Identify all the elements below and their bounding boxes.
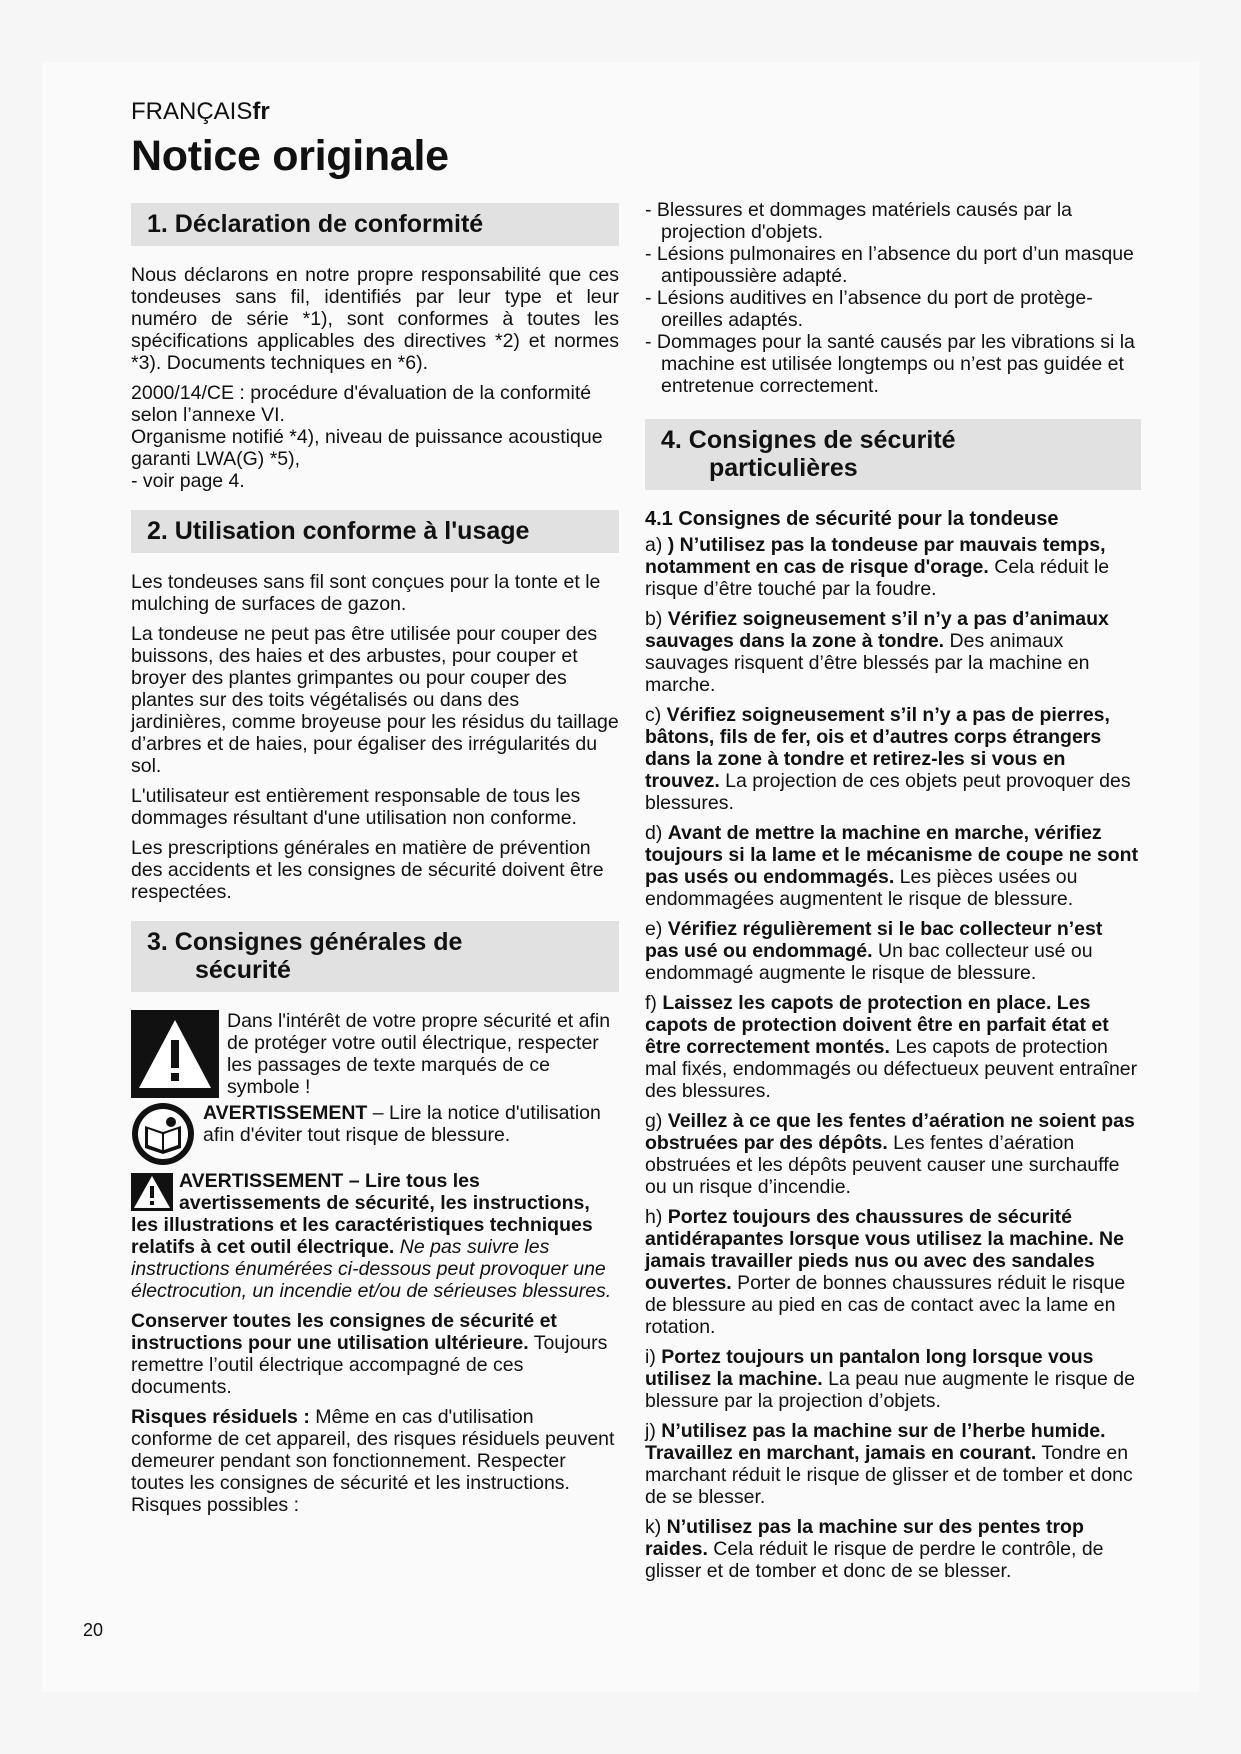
subsection-4-1-heading: 4.1 Consignes de sécurité pour la tondeuse (645, 508, 1059, 530)
safety-item-k: k) N’utilisez pas la machine sur des pentes trop raides. Cela réduit le risque de perdre le contrôle, de glisser et de tomber et donc de se blesser. (645, 1516, 1104, 1582)
small-warning-icon (131, 1173, 173, 1211)
right-column (645, 199, 1141, 1590)
s1-directive: 2000/14/CE : procédure d'évaluation de la conformité selon l’annexe VI. Organisme notifié *4), niveau de puissance acoustique garanti LWA(G) *5), - voir page 4. (131, 382, 603, 492)
safety-item-f: f) Laissez les capots de protection en place. Les capots de protection doivent être en parfait état et être correctement montés. Les capots de protection mal fixés, endommagés ou défectueux peuvent entraîner des blessures. (645, 992, 1138, 1102)
warning-all-instructions: AVERTISSEMENT – Lire tous les avertissements de sécurité, les instructions, les illustrations et les caractéristiques techniques relatifs à cet outil électrique. Ne pas suivre les instructions énumérées ci-dessous peut provoquer une électrocution, un incendie et/ou de sérieuses blessures. (131, 1170, 612, 1302)
safety-item-j: j) N’utilisez pas la machine sur de l’herbe humide. Travaillez en marchant, jamais en courant. Tondre en marchant réduit le risque de glisser et de tomber et donc de se blesser. (645, 1420, 1133, 1508)
warning-triangle-icon (131, 1010, 219, 1098)
read-manual-block: AVERTISSEMENT – Lire la notice d'utilisation afin d'éviter tout risque de blessure. (131, 1102, 619, 1166)
page-title: Notice originale (131, 132, 449, 180)
keep-instructions: Conserver toutes les consignes de sécurité et instructions pour une utilisation ultérieure. Toujours remettre l’outil électrique accompagné de ces documents. (131, 1310, 608, 1398)
section-1-heading: 1. Déclaration de conformité (131, 203, 619, 246)
safety-symbol-block (131, 1010, 619, 1098)
risk-item: - Blessures et dommages matériels causés par la projection d'objets. (645, 199, 1073, 243)
risk-item: - Lésions auditives en l’absence du port de protège-oreilles adaptés. (645, 287, 1093, 331)
left-column (131, 203, 619, 1524)
risk-item: - Dommages pour la santé causés par les vibrations si la machine est utilisée longtemps ou n’est pas guidée et entretenue correctement. (645, 331, 1135, 397)
language-label: FRANÇAISfr (131, 98, 270, 125)
section-2-heading: 2. Utilisation conforme à l'usage (131, 510, 619, 553)
risk-item: - Lésions pulmonaires en l’absence du port d’un masque antipoussière adapté. (645, 243, 1134, 287)
s2-paragraph-1: Les tondeuses sans fil sont conçues pour la tonte et le mulching de surfaces de gazon. (131, 571, 601, 615)
s2-paragraph-2: La tondeuse ne peut pas être utilisée pour couper des buissons, des haies et des arbustes, pour couper et broyer des plantes grimpantes ou pour couper des plantes sur des toits végétalisés ou dans des jardinières, comme broyeuse pour les résidus du taillage d’arbres et de haies, pour égaliser des irrégularités du sol. (131, 623, 619, 777)
section-4-heading: 4. Consignes de sécurité particulières (645, 419, 1141, 490)
s2-paragraph-4: Les prescriptions générales en matière de prévention des accidents et les consignes de sécurité doivent être respectées. (131, 837, 604, 903)
s2-paragraph-3: L'utilisateur est entièrement responsable de tous les dommages résultant d'une utilisation non conforme. (131, 785, 581, 829)
safety-item-a: a) ) N’utilisez pas la tondeuse par mauvais temps, notamment en cas de risque d'orage. Cela réduit le risque d’être touché par la foudre. (645, 534, 1110, 600)
safety-item-b: b) Vérifiez soigneusement s’il n’y a pas d’animaux sauvages dans la zone à tondre. Des animaux sauvages risquent d’être blessés par la machine en marche. (645, 608, 1109, 696)
safety-symbol-text: Dans l'intérêt de votre propre sécurité et afin de protéger votre outil électrique, respecter les passages de texte marqués de ce symbole ! (227, 1010, 611, 1098)
page-number: 20 (83, 1620, 104, 1640)
safety-item-c: c) Vérifiez soigneusement s’il n’y a pas de pierres, bâtons, fils de fer, ois et d’autres corps étrangers dans la zone à tondre et retirez-les si vous en trouvez. La projection de ces objets peut provoquer des blessures. (645, 704, 1131, 814)
safety-item-e: e) Vérifiez régulièrement si le bac collecteur n’est pas usé ou endommagé. Un bac collecteur usé ou endommagé augmente le risque de blessure. (645, 918, 1103, 984)
s1-paragraph: Nous déclarons en notre propre responsabilité que ces tondeuses sans fil, identifiés par leur type et leur numéro de série *1), sont conformes à toutes les spécifications applicables des directives *2) et normes *3). Documents techniques en *6). (131, 264, 619, 374)
safety-item-g: g) Veillez à ce que les fentes d’aération ne soient pas obstruées par des dépôts. Les fentes d’aération obstruées et les dépôts peuvent causer une surchauffe ou un risque d’incendie. (645, 1110, 1135, 1198)
section-3-heading: 3. Consignes générales de sécurité (131, 921, 619, 992)
safety-item-h: h) Portez toujours des chaussures de sécurité antidérapantes lorsque vous utilisez la machine. Ne jamais travailler pieds nus ou avec des sandales ouvertes. Porter de bonnes chaussures réduit le risque de blessure au pied en cas de contact avec la lame en rotation. (645, 1206, 1126, 1338)
safety-item-i: i) Portez toujours un pantalon long lorsque vous utilisez la machine. La peau nue augmente le risque de blessure par la projection d’objets. (645, 1346, 1135, 1412)
residual-risks: Risques résiduels : Même en cas d'utilisation conforme de cet appareil, des risques résiduels peuvent demeurer pendant son fonctionnement. Respecter toutes les consignes de sécurité et les instructions. Risques possibles : (131, 1406, 615, 1516)
safety-item-d: d) Avant de mettre la machine en marche, vérifiez toujours si la lame et le mécanisme de coupe ne sont pas usés ou endommagés. Les pièces usées ou endommagées augmentent le risque de blessure. (645, 822, 1139, 910)
read-manual-icon (131, 1102, 195, 1166)
